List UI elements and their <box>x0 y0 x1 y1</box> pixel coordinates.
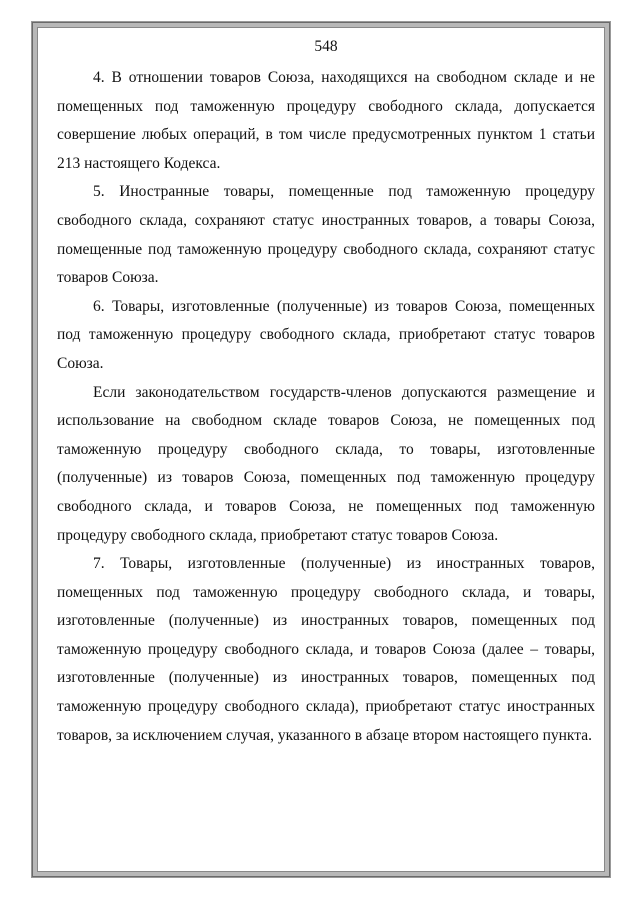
document-page <box>57 36 595 750</box>
paragraph-item-6-second: Если законодательством государств-членов допускаются размещение и использование на свободном складе товаров Союза, не помещенных под таможенную процедуру свободного склада, то товары, изготовленные (полученные) из товаров Союза, помещенных под таможенную процедуру свободного склада, и товаров Союза, не помещенных под таможенную процедуру свободного склада, приобретают статус товаров Союза. <box>57 383 595 544</box>
paragraph-item-4: 4. В отношении товаров Союза, находящихся на свободном складе и не помещенных под таможенную процедуру свободного склада, допускается совершение любых операций, в том числе предусмотренных пунктом 1 статьи 213 настоящего Кодекса. <box>57 69 595 172</box>
paragraph-item-5: 5. Иностранные товары, помещенные под таможенную процедуру свободного склада, сохраняют статус иностранных товаров, а товары Союза, помещенные под таможенную процедуру свободного склада, сохраняют статус товаров Союза. <box>57 183 595 287</box>
page-number: 548 <box>314 38 338 55</box>
paragraph-item-7: 7. Товары, изготовленные (полученные) из иностранных товаров, помещенных под таможенную процедуру свободного склада, и товары, изготовленные (полученные) из иностранных товаров, помещенных под таможенную процедуру свободного склада, и товаров Союза (далее – товары, изготовленные (полученные) из иностранных товаров, помещенных под таможенную процедуру свободного склада), приобретают статус иностранных товаров, за исключением случая, указанного в абзаце втором настоящего пункта. <box>57 555 595 744</box>
paragraph-item-6: 6. Товары, изготовленные (полученные) из товаров Союза, помещенных под таможенную процедуру свободного склада, приобретают статус товаров Союза. <box>57 297 595 372</box>
